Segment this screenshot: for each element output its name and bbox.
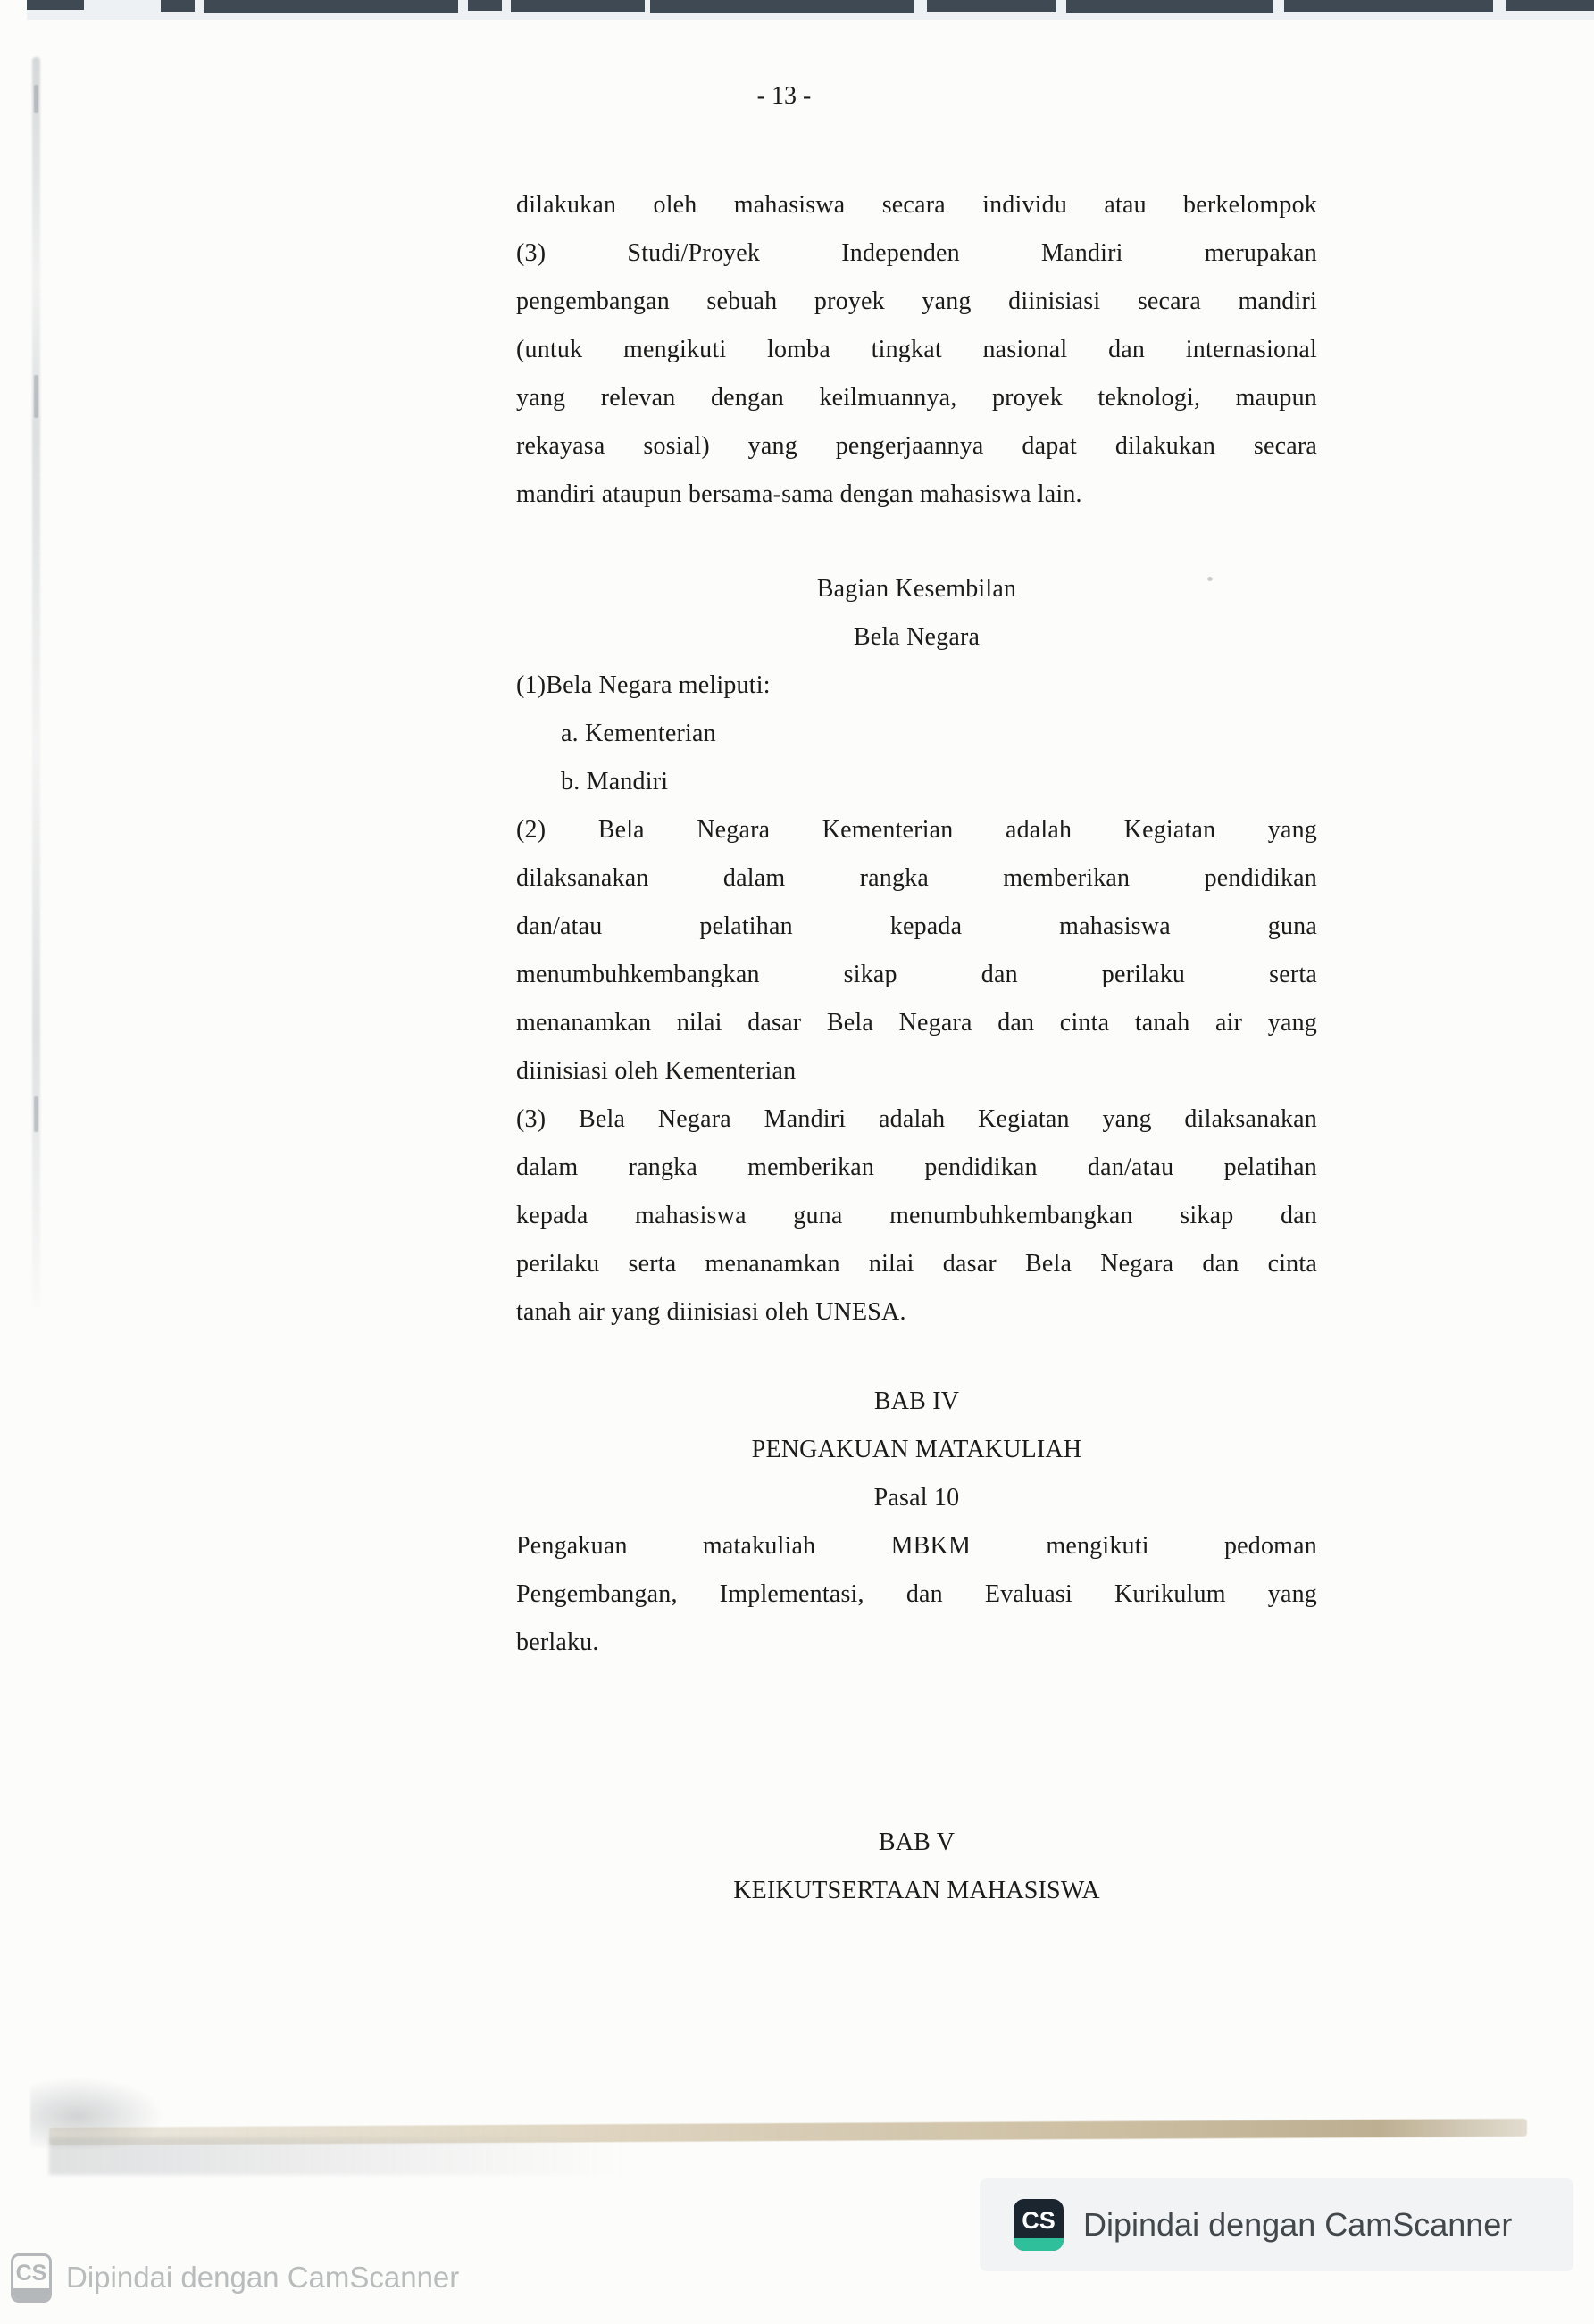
vertical-gap <box>516 519 1317 565</box>
page-number: - 13 - <box>756 82 812 110</box>
vertical-gap <box>516 1337 1317 1378</box>
body-line: Pengembangan, Implementasi, dan Evaluasi Kurikulum yang <box>516 1580 1317 1608</box>
body-line: yang relevan dengan keilmuannya, proyek teknologi, maupun <box>516 384 1317 412</box>
body-line: menanamkan nilai dasar Bela Negara dan cinta tanah air yang <box>516 1009 1317 1037</box>
body-line: (2) Bela Negara Kementerian adalah Kegiatan yang <box>516 816 1317 844</box>
section-subheading: Bela Negara <box>853 623 981 651</box>
camscanner-watermark-badge <box>980 2178 1573 2271</box>
body-line: kepada mahasiswa guna menumbuhkembangkan sikap dan <box>516 1202 1317 1229</box>
body-line: berlaku. <box>516 1628 599 1656</box>
list-subitem: a. Kementerian <box>561 720 716 747</box>
scan-shadow-dash <box>34 375 38 418</box>
article-heading-pasal-10: Pasal 10 <box>873 1484 960 1512</box>
body-line: (3) Studi/Proyek Independen Mandiri merupakan <box>516 239 1317 267</box>
camscanner-icon-letters: CS <box>1022 2207 1056 2234</box>
body-line: pengembangan sebuah proyek yang diinisiasi secara mandiri <box>516 287 1317 315</box>
chapter-heading-bab-iv: BAB IV <box>873 1387 960 1415</box>
camscanner-icon-strip <box>13 2288 49 2300</box>
list-item: (1)Bela Negara meliputi: <box>516 671 771 699</box>
body-line: dan/atau pelatihan kepada mahasiswa guna <box>516 912 1317 940</box>
list-subitem: b. Mandiri <box>561 768 669 795</box>
chapter-title-keikutsertaan-mahasiswa: KEIKUTSERTAAN MAHASISWA <box>733 1877 1100 1904</box>
chapter-heading-bab-v: BAB V <box>878 1828 956 1856</box>
camscanner-footer-watermark <box>11 2251 459 2304</box>
body-line: perilaku serta menanamkan nilai dasar Bela Negara dan cinta <box>516 1250 1317 1278</box>
body-line: tanah air yang diinisiasi oleh UNESA. <box>516 1298 906 1326</box>
document-body <box>516 181 1317 1915</box>
body-line: dilaksanakan dalam rangka memberikan pendidikan <box>516 864 1317 892</box>
scan-shadow-dash <box>34 1096 38 1132</box>
body-line: diinisiasi oleh Kementerian <box>516 1057 797 1085</box>
camscanner-footer-text: Dipindai dengan CamScanner <box>66 2261 460 2294</box>
camscanner-icon-teal-strip <box>1014 2238 1064 2251</box>
chapter-title-pengakuan-matakuliah: PENGAKUAN MATAKULIAH <box>751 1436 1082 1463</box>
camscanner-icon-letters: CS <box>15 2260 47 2286</box>
body-line: (3) Bela Negara Mandiri adalah Kegiatan yang dilaksanakan <box>516 1105 1317 1133</box>
body-line: mandiri ataupun bersama-sama dengan mahasiswa lain. <box>516 480 1082 508</box>
camscanner-watermark-text: Dipindai dengan CamScanner <box>1083 2206 1513 2243</box>
vertical-gap <box>516 1667 1317 1819</box>
camscanner-logo-outline-icon <box>11 2253 52 2303</box>
scan-shadow-dash <box>34 85 38 113</box>
body-line: dilakukan oleh mahasiswa secara individu atau berkelompok <box>516 191 1317 219</box>
camscanner-logo-icon <box>1014 2199 1064 2251</box>
body-line: menumbuhkembangkan sikap dan perilaku serta <box>516 961 1317 988</box>
body-line: dalam rangka memberikan pendidikan dan/atau pelatihan <box>516 1154 1317 1181</box>
scan-streak <box>49 2137 728 2175</box>
section-heading: Bagian Kesembilan <box>816 575 1017 603</box>
body-line: (untuk mengikuti lomba tingkat nasional dan internasional <box>516 336 1317 363</box>
body-line: Pengakuan matakuliah MBKM mengikuti pedoman <box>516 1532 1317 1560</box>
body-line: rekayasa sosial) yang pengerjaannya dapat dilakukan secara <box>516 432 1317 460</box>
scan-edge-tint <box>27 0 1594 20</box>
